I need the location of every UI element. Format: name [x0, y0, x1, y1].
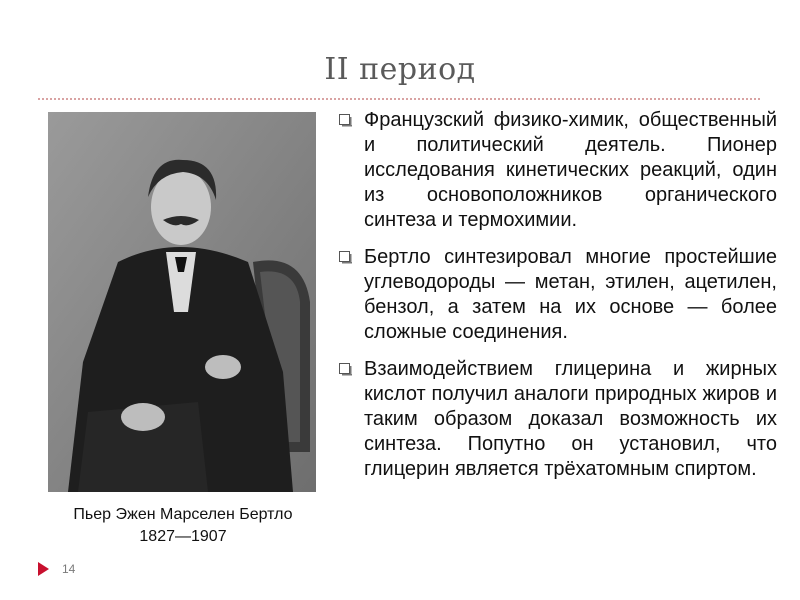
- bullet-box-icon: [339, 251, 352, 264]
- bullet-list: [337, 108, 777, 494]
- bullet-item: [337, 245, 777, 345]
- bullet-text: Французский физико-химик, общественный и политический деятель. Пионер исследования кинетических реакций, один из основоположников органического синтеза и термохимии.: [364, 109, 777, 231]
- slide-title: II период: [324, 52, 476, 87]
- page-arrow-icon: [38, 562, 49, 576]
- portrait-photo: [48, 112, 316, 492]
- bullet-text: Взаимодействием глицерина и жирных кислот получил аналоги природных жиров и таким образом доказал возможность их синтеза. Попутно он установил, что глицерин является трёхатомным спиртом.: [364, 358, 777, 480]
- portrait-caption: [30, 504, 336, 548]
- bullet-box-icon: [339, 363, 352, 376]
- bullet-item: [337, 357, 777, 482]
- caption-name: Пьер Эжен Марселен Бертло: [73, 506, 293, 523]
- bullet-item: [337, 108, 777, 233]
- page-number: 14: [62, 562, 76, 576]
- caption-years: 1827—1907: [139, 528, 227, 545]
- bullet-box-icon: [339, 114, 352, 127]
- title-divider: [38, 98, 760, 100]
- bullet-text: Бертло синтезировал многие простейшие углеводороды — метан, этилен, ацетилен, бензол, а затем на их основе — более сложные соединения.: [364, 246, 777, 343]
